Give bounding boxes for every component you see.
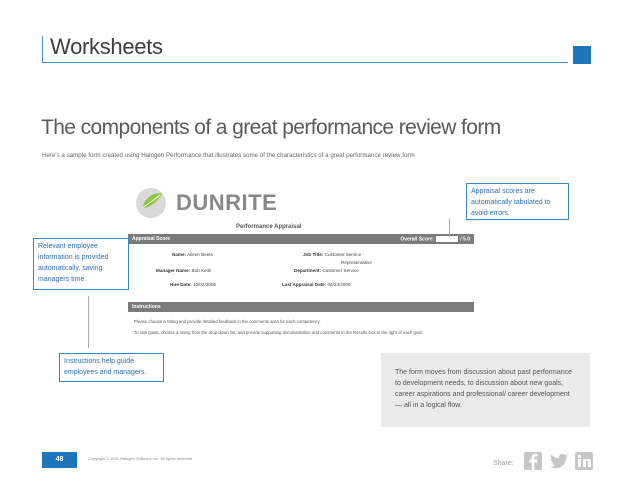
page-section-title: Worksheets: [50, 34, 163, 59]
callout-employee-info: Relevant employee information is provided automatically, saving managers time.: [33, 238, 129, 290]
callout-pointer-instructions: [88, 296, 89, 348]
job-title-field-cont: Representative: [341, 260, 372, 265]
instructions-line-1: Please choose a rating and provide detailed feedback in the comments area for each competency.: [134, 319, 321, 324]
page-title: The components of a great performance review form: [41, 116, 501, 139]
header-accent-square: [573, 46, 591, 64]
callout-pointer-scores: [449, 219, 450, 237]
linkedin-icon[interactable]: [573, 451, 595, 471]
callout-appraisal-scores: Appraisal scores are automatically tabulated to avoid errors.: [466, 183, 569, 220]
department-field: Department: Customer Service: [294, 268, 359, 273]
appraisal-score-label: Appraisal Score: [132, 236, 171, 242]
instructions-label: Instructions: [132, 304, 161, 310]
overall-score-label: Overall Score:: [400, 236, 435, 243]
sample-form: [128, 182, 474, 346]
page-subtitle: Here's a sample form created using Halogen Performance that illustrates some of the characteristics of a great performance review form: [42, 152, 415, 159]
instructions-bar: [128, 302, 474, 312]
page-number: 48: [42, 452, 77, 468]
overall-score: [400, 236, 470, 242]
header-divider-vertical: [42, 36, 43, 63]
overall-score-box: [436, 236, 458, 242]
form-title: Performance Appraisal: [236, 224, 302, 230]
instructions-line-2: To rate goals, choose a rating from the drop-down list, and provide supporting documentation and comments in the Results box to the right of each goal.: [134, 330, 423, 335]
twitter-icon[interactable]: [548, 451, 570, 471]
overall-score-value: / 5.0: [460, 236, 470, 243]
facebook-icon[interactable]: [522, 451, 544, 471]
callout-logical-flow: The form moves from discussion about past performance to development needs, to discussion about new goals, career aspirations and professional/ career development — all in a logical flow.: [381, 353, 590, 427]
hire-date-field: Hire Date: 10/02/2005: [170, 282, 216, 287]
last-appraisal-field: Last Appraisal Date: 06/23/2008: [282, 282, 351, 287]
logo-leaf-icon: [134, 186, 168, 220]
name-field: Name: Aileen Beets: [172, 252, 213, 257]
share-label: Share:: [493, 460, 514, 467]
copyright: Copyright © 2011 Halogen Software Inc. All rights reserved.: [88, 456, 194, 461]
appraisal-score-bar: [128, 234, 474, 244]
callout-instructions: Instructions help guide employees and managers.: [59, 353, 164, 382]
header-divider: [42, 62, 568, 63]
brand-logo-text: DUNRITE: [176, 190, 278, 215]
manager-field: Manager Name: Bob Keith: [156, 268, 212, 273]
job-title-field: Job Title: Customer Service: [303, 252, 362, 257]
